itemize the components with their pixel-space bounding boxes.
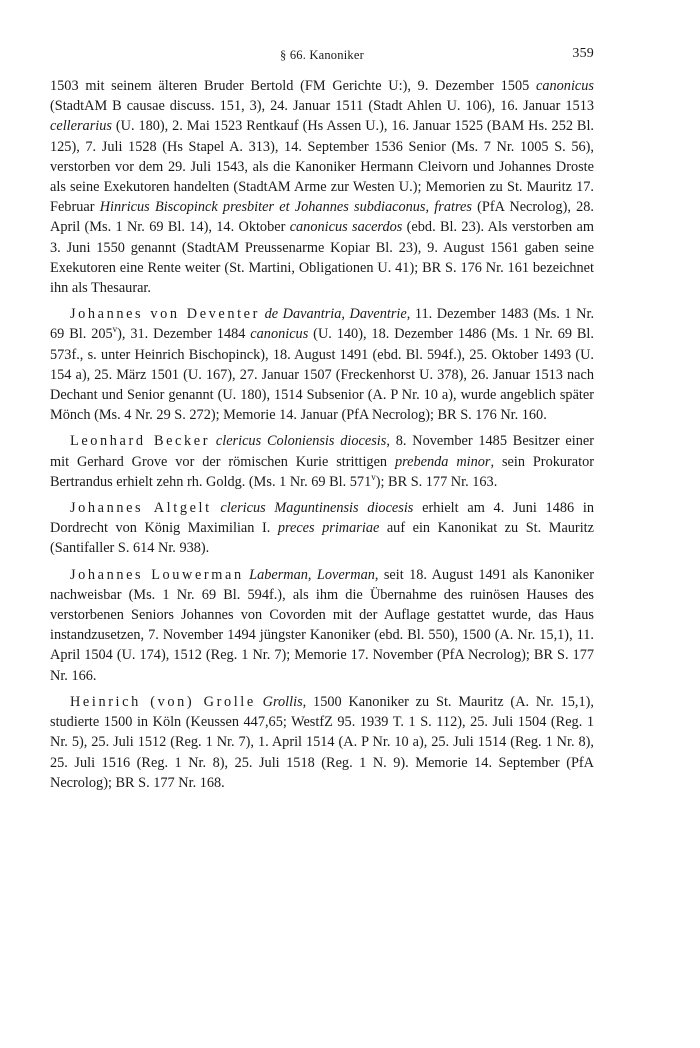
body-text-run: , 8. November 1485 Besitzer einer mit Gerhard Grove vor der römischen Kurie strittigen: [50, 433, 595, 470]
body-text-run: (PfA Necrolog), 28. April (Ms. 1 Nr. 69 Bl. 14), 14. Oktober: [50, 199, 594, 236]
entry-paragraph: [50, 692, 594, 793]
body-text-run: ), 31. Dezember 1484: [117, 326, 251, 343]
italic-text: preces primariae: [277, 520, 380, 537]
body-text-run: , sein Prokurator Bertrandus erhielt zehn rh. Goldg. (Ms. 1 Nr. 69 Bl. 571: [50, 453, 595, 490]
running-head: [50, 46, 594, 68]
book-page: [50, 46, 594, 793]
italic-text: de Davantria, Daventrie: [264, 306, 407, 323]
person-name: Johannes Altgelt: [70, 500, 212, 517]
body-text-run: (ebd. Bl. 23). Als verstorben am 3. Juni 1550 genannt (StadtAM Preussenarme Kopiar Bl. 23), 9. August 1561 gaben seine Exekutoren eine Rente weiter (St. Martini, Obligationen U. 41); BR S. 176 Nr. 161 bezeichnet ihn als Thesaurar.: [50, 219, 594, 297]
body-text-run: erhielt am 4. Juni 1486 in Dordrecht von König Maximilian I.: [50, 500, 595, 537]
italic-text: canonicus sacerdos: [289, 219, 403, 236]
body-text-run: auf ein Kanonikat zu St. Mauritz (Santifaller S. 614 Nr. 938).: [50, 520, 594, 557]
person-name: Johannes von Deventer: [70, 306, 260, 323]
person-name: Johannes Louwerman: [70, 566, 244, 583]
superscript-text: v: [112, 324, 118, 335]
italic-text: canonicus: [250, 326, 309, 343]
superscript-text: v: [371, 472, 376, 483]
person-name: Heinrich (von) Grolle: [70, 693, 256, 710]
italic-text: Laberman, Loverman: [249, 566, 375, 583]
body-text-run: , 1500 Kanoniker zu St. Mauritz (A. Nr. 15,1), studierte 1500 in Köln (Keussen 447,65; WestfZ 95. 1939 T. 1 S. 112), 25. Juli 1504 (Reg. 1 Nr. 5), 25. Juli 1512 (Reg. 1 Nr. 7), 1. April 1514 (A. P Nr. 10 a), 25. Juli 1514 (Reg. 1 Nr. 8), 25. Juli 1516 (Reg. 1 Nr. 8), 25. Juli 1518 (Reg. 1 N. 9). Memorie 14. September (PfA Necrolog); BR S. 177 Nr. 168.: [50, 693, 594, 791]
italic-text: clericus Coloniensis diocesis: [215, 433, 387, 450]
entry-paragraph: [50, 565, 594, 686]
person-name: Leonhard Becker: [70, 433, 211, 450]
italic-text: Grollis: [262, 693, 303, 710]
body-text-run: (U. 180), 2. Mai 1523 Rentkauf (Hs Assen U.), 16. Januar 1525 (BAM Hs. 252 Bl. 125), 7. Juli 1528 (Hs Stapel A. 313), 14. September 1536 Senior (Ms. 7 Nr. 1005 S. 56), verstorben vor dem 29. Juli 1543, als die Kanoniker Hermann Cleivorn und Johannes Droste als seine Exekutoren handelten (StadtAM Arme zur Westen U.); Memorien zu St. Mauritz 17. Februar: [50, 118, 594, 216]
body-text: [50, 76, 594, 793]
entry-paragraph: [50, 431, 594, 492]
entry-paragraph: [50, 76, 594, 298]
body-text-run: 1503 mit seinem älteren Bruder Bertold (FM Gerichte U:), 9. Dezember 1505: [50, 78, 537, 94]
body-text-run: , 11. Dezember 1483 (Ms. 1 Nr. 69 Bl. 205: [50, 306, 595, 343]
italic-text: clericus Maguntinensis diocesis: [220, 500, 414, 517]
italic-text: prebenda minor: [394, 453, 491, 470]
running-title: § 66. Kanoniker: [280, 48, 364, 62]
italic-text: Hinricus Biscopinck presbiter et Johannes subdiaconus, fratres: [99, 199, 472, 216]
italic-text: cellerarius: [50, 118, 112, 135]
body-text-run: (StadtAM B causae discuss. 151, 3), 24. Januar 1511 (Stadt Ahlen U. 106), 16. Januar 1513: [50, 98, 594, 115]
body-text-run: (U. 140), 18. Dezember 1486 (Ms. 1 Nr. 69 Bl. 573f., s. unter Heinrich Bischopinck), 18. August 1491 (ebd. Bl. 594f.), 25. Oktober 1493 (U. 154 a), 25. März 1501 (U. 167), 27. Januar 1507 (Freckenhorst U. 378), 26. Januar 1513 nach Dechant und Senior genannt (U. 180), 1514 Subsenior (A. P Nr. 10 a), wurde angeblich später Mönch (Ms. 4 Nr. 29 S. 272); Memorie 14. Januar (PfA Necrolog); BR S. 176 Nr. 160.: [50, 326, 594, 424]
page-number: 359: [572, 46, 594, 61]
entry-paragraph: [50, 498, 594, 559]
body-text-run: , seit 18. August 1491 als Kanoniker nachweisbar (Ms. 1 Nr. 69 Bl. 594f.), als ihm die Übernahme des ruinösen Hauses des verstorbenen Seniors Johannes von Covorden mit der Auflage gestattet wurde, das Haus instandzusetzen, 7. November 1494 jüngster Kanoniker (ebd. Bl. 550), 1500 (A. Nr. 15,1), 11. April 1504 (U. 174), 1512 (Reg. 1 Nr. 7); Memorie 17. November (PfA Necrolog); BR S. 177 Nr. 166.: [50, 566, 594, 684]
body-text-run: ); BR S. 177 Nr. 163.: [375, 473, 498, 490]
italic-text: canonicus: [536, 78, 594, 94]
entry-paragraph: [50, 304, 594, 425]
body-text-run: [256, 694, 263, 710]
